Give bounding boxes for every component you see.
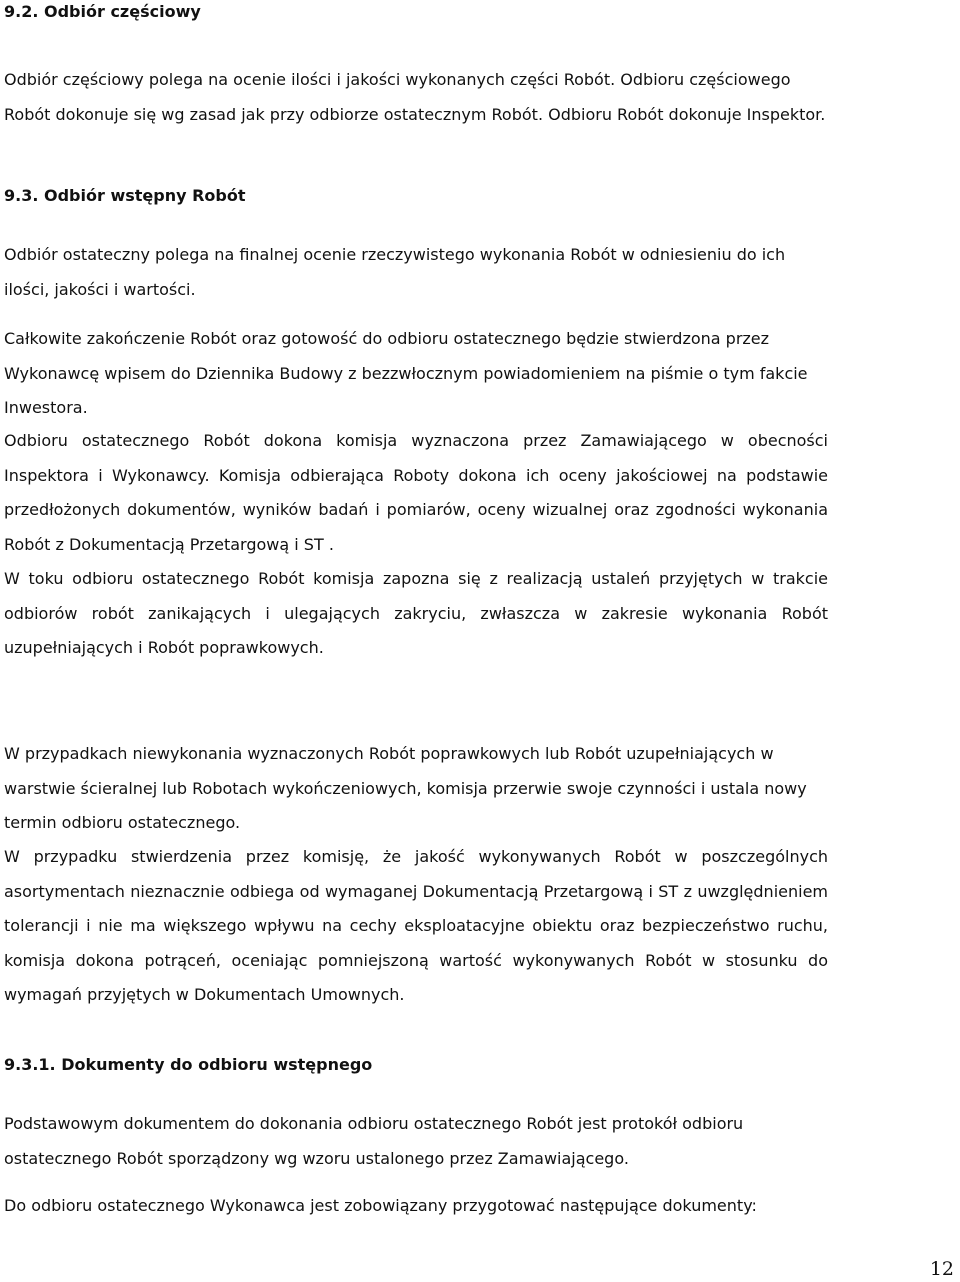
section-9-3-paragraph-2: Całkowite zakończenie Robót oraz gotowość do odbioru ostatecznego będzie stwierdzona przez Wykonawcę wpisem do Dziennika Budowy z bezzwłocznym powiadomieniem na piśmie o tym fakcie Inwestora. bbox=[4, 329, 808, 417]
section-9-2-heading: 9.2. Odbiór częściowy bbox=[4, 2, 201, 21]
section-9-3-paragraph-1: Odbiór ostateczny polega na finalnej ocenie rzeczywistego wykonania Robót w odniesieniu do ich ilości, jakości i wartości. bbox=[4, 245, 786, 299]
section-9-3-paragraph-4: W toku odbioru ostatecznego Robót komisja zapozna się z realizacją ustaleń przyjętych w trakcie odbiorów robót zanikających i ulegających zakryciu, zwłaszcza w zakresie wykonania Robót uzupełniających i Robót poprawkowych. bbox=[4, 569, 828, 657]
section-9-3-heading: 9.3. Odbiór wstępny Robót bbox=[4, 186, 246, 205]
section-9-3-1-paragraph-2: Do odbioru ostatecznego Wykonawca jest zobowiązany przygotować następujące dokumenty: bbox=[4, 1196, 757, 1215]
section-9-3-paragraph-3: Odbioru ostatecznego Robót dokona komisja wyznaczona przez Zamawiającego w obecności Inspektora i Wykonawcy. Komisja odbierająca Roboty dokona ich oceny jakościowej na podstawie przedłożonych dokumentów, wyników badań i pomiarów, oceny wizualnej oraz zgodności wykonania Robót z Dokumentacją Przetargową i ST . bbox=[4, 431, 828, 554]
section-9-3-paragraph-5: W przypadkach niewykonania wyznaczonych Robót poprawkowych lub Robót uzupełniających w warstwie ścieralnej lub Robotach wykończeniowych, komisja przerwie swoje czynności i ustala nowy termin odbioru ostatecznego. bbox=[4, 744, 807, 832]
section-9-3-paragraph-6: W przypadku stwierdzenia przez komisję, że jakość wykonywanych Robót w poszczególnych asortymentach nieznacznie odbiega od wymaganej Dokumentacją Przetargową i ST z uwzględnieniem tolerancji i nie ma większego wpływu na cechy eksploatacyjne obiektu oraz bezpieczeństwo ruchu, komisja dokona potrąceń, oceniając pomniejszoną wartość wykonywanych Robót w stosunku do wymagań przyjętych w Dokumentach Umownych. bbox=[4, 847, 828, 1004]
section-9-3-1-heading: 9.3.1. Dokumenty do odbioru wstępnego bbox=[4, 1055, 373, 1074]
section-9-2-paragraph-1: Odbiór częściowy polega na ocenie ilości i jakości wykonanych części Robót. Odbioru częściowego Robót dokonuje się wg zasad jak przy odbiorze ostatecznym Robót. Odbioru Robót dokonuje Inspektor. bbox=[4, 70, 826, 124]
section-9-3-1-paragraph-1: Podstawowym dokumentem do dokonania odbioru ostatecznego Robót jest protokół odbioru ostatecznego Robót sporządzony wg wzoru ustalonego przez Zamawiającego. bbox=[4, 1114, 744, 1168]
page-number: 12 bbox=[929, 1258, 954, 1280]
